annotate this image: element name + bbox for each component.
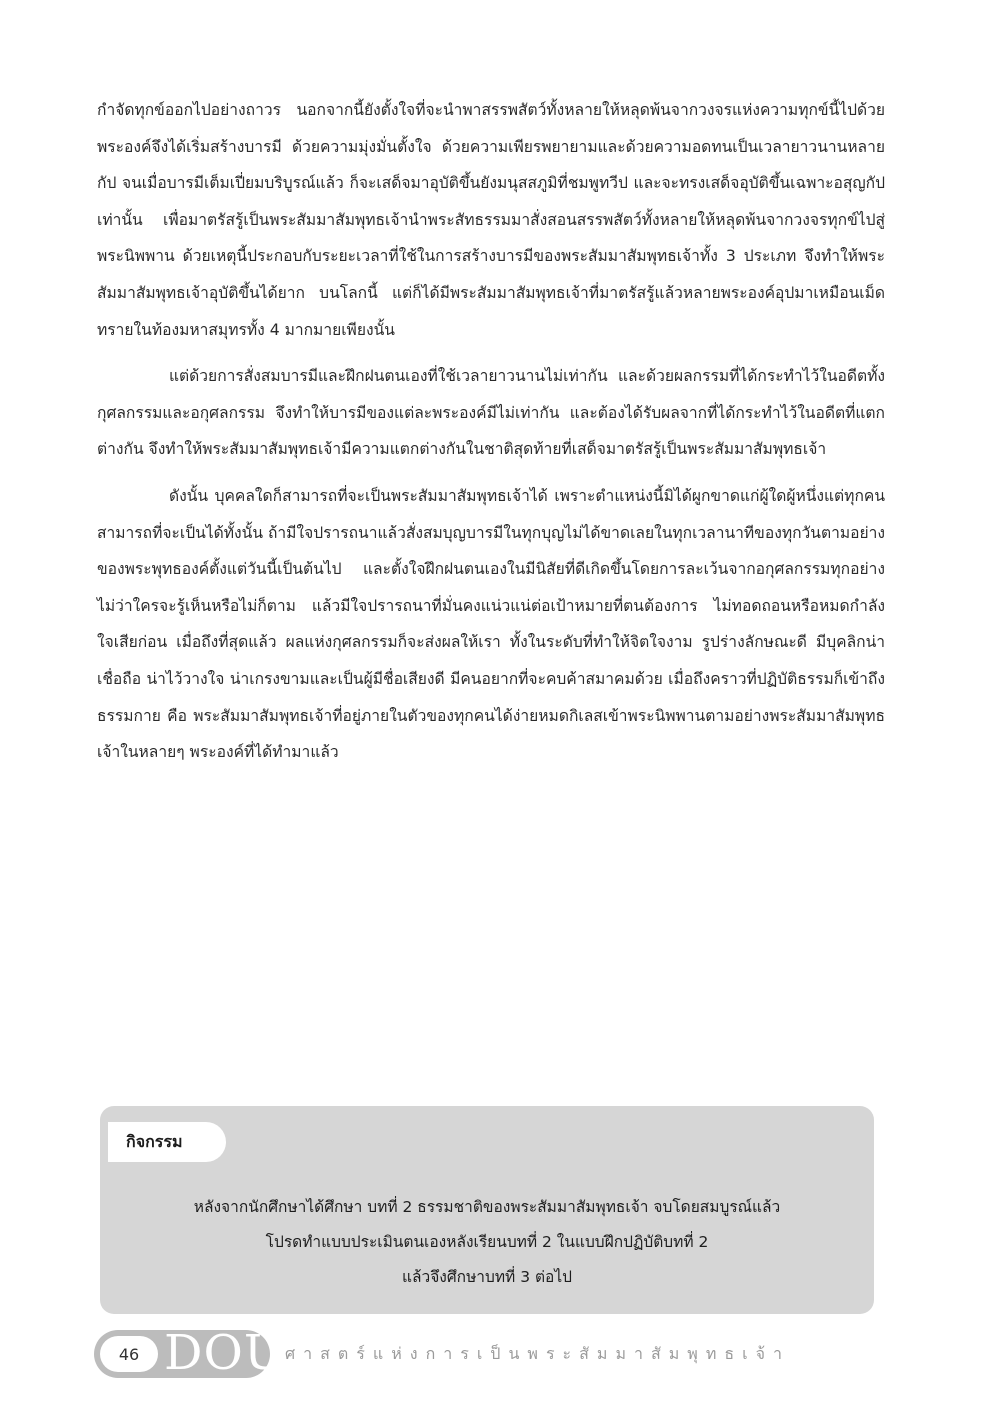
- page-number: 46: [100, 1336, 158, 1372]
- activity-heading: กิจกรรม: [108, 1122, 226, 1162]
- paragraph-3: ดังนั้น บุคคลใดก็สามารถที่จะเป็นพระสัมมาสัมพุทธเจ้าได้ เพราะตำแหน่งนี้มิได้ผูกขาดแก่ผู้ใดผู้หนึ่งแต่ทุกคนสามารถที่จะเป็นได้ทั้งนั้น ถ้ามีใจปรารถนาแล้วสั่งสมบุญบารมีในทุกบุญไม่ได้ขาดเลยในทุกเวลานาทีของทุกวันตามอย่างของพระพุทธองค์ตั้งแต่วันนี้เป็นต้นไป และตั้งใจฝึกฝนตนเองในมีนิสัยที่ดีเกิดขึ้นโดยการละเว้นจากอกุศลกรรมทุกอย่าง ไม่ว่าใครจะรู้เห็นหรือไม่ก็ตาม แล้วมีใจปรารถนาที่มั่นคงแน่วแน่ต่อเป้าหมายที่ตนต้องการ ไม่ทอดถอนหรือหมดกำลังใจเสียก่อน เมื่อถึงที่สุดแล้ว ผลแห่งกุศลกรรมก็จะส่งผลให้เรา ทั้งในระดับที่ทำให้จิตใจงาม รูปร่างลักษณะดี มีบุคลิกน่าเชื่อถือ น่าไว้วางใจ น่าเกรงขามและเป็นผู้มีชื่อเสียงดี มีคนอยากที่จะคบค้าสมาคมด้วย เมื่อถึงคราวที่ปฏิบัติธรรมก็เข้าถึงธรรมกาย คือ พระสัมมาสัมพุทธเจ้าที่อยู่ภายในตัวของทุกคนได้ง่ายหมดกิเลสเข้าพระนิพพานตามอย่างพระสัมมาสัมพุทธเจ้าในหลายๆ พระองค์ที่ได้ทำมาแล้ว: [97, 486, 885, 762]
- paragraph-1: กำจัดทุกข์ออกไปอย่างถาวร นอกจากนี้ยังตั้งใจที่จะนำพาสรรพสัตว์ทั้งหลายให้หลุดพ้นจากวงจรแห่งความทุกข์นี้ไปด้วย พระองค์จึงได้เริ่มสร้างบารมี ด้วยความมุ่งมั่นตั้งใจ ด้วยความเพียรพยายามและด้วยความอดทนเป็นเวลายาวนานหลายกัป จนเมื่อบารมีเต็มเปี่ยมบริบูรณ์แล้ว ก็จะเสด็จมาอุบัติขึ้นยังมนุสสภูมิที่ชมพูทวีป และจะทรงเสด็จอุบัติขึ้นเฉพาะอสุญกัปเท่านั้น เพื่อมาตรัสรู้เป็นพระสัมมาสัมพุทธเจ้านำพระสัทธรรมมาสั่งสอนสรรพสัตว์ทั้งหลายให้หลุดพ้นจากวงจรทุกข์ไปสู่พระนิพพาน ด้วยเหตุนี้ประกอบกับระยะเวลาที่ใช้ในการสร้างบารมีของพระสัมมาสัมพุทธเจ้าทั้ง 3 ประเภท จึงทำให้พระสัมมาสัมพุทธเจ้าอุบัติขึ้นได้ยาก บนโลกนี้ แต่ก็ได้มีพระสัมมาสัมพุทธเจ้าที่มาตรัสรู้แล้วหลายพระองค์อุปมาเหมือนเม็ดทรายในท้องมหาสมุทรทั้ง 4 มากมายเพียงนั้น: [97, 101, 885, 339]
- dou-logo: DOU: [164, 1325, 286, 1381]
- activity-line-3: แล้วจึงศึกษาบทที่ 3 ต่อไป: [402, 1268, 572, 1286]
- paragraph-2: แต่ด้วยการสั่งสมบารมีและฝึกฝนตนเองที่ใช้เวลายาวนานไม่เท่ากัน และด้วยผลกรรมที่ได้กระทำไว้ในอดีตทั้งกุศลกรรมและอกุศลกรรม จึงทำให้บารมีของแต่ละพระองค์มีไม่เท่ากัน และต้องได้รับผลจากที่ได้กระทำไว้ในอดีตที่แตกต่างกัน จึงทำให้พระสัมมาสัมพุทธเจ้ามีความแตกต่างกันในชาติสุดท้ายที่เสด็จมาตรัสรู้เป็นพระสัมมาสัมพุทธเจ้า: [97, 367, 885, 459]
- activity-line-1: หลังจากนักศึกษาได้ศึกษา บทที่ 2 ธรรมชาติของพระสัมมาสัมพุทธเจ้า จบโดยสมบูรณ์แล้ว: [193, 1198, 781, 1216]
- body-text: [97, 92, 885, 771]
- activity-line-2: โปรดทำแบบประเมินตนเองหลังเรียนบทที่ 2 ในแบบฝึกปฏิบัติบทที่ 2: [265, 1233, 709, 1251]
- footer-course-title: ศาสตร์แห่งการเป็นพระสัมมาสัมพุทธเจ้า: [285, 1344, 790, 1363]
- activity-instructions: [100, 1190, 874, 1295]
